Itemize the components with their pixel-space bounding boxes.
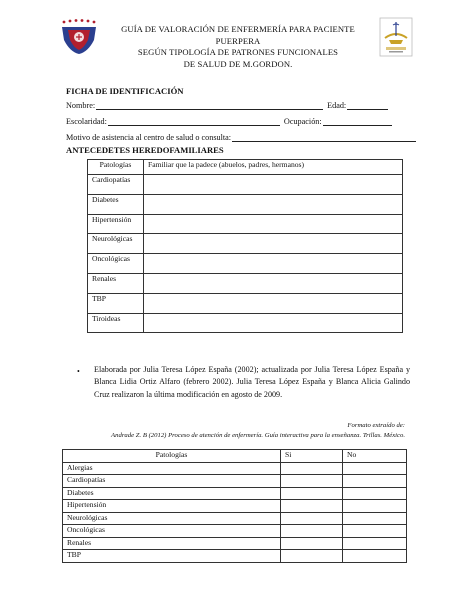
si-cell[interactable] bbox=[281, 462, 343, 475]
table-row bbox=[88, 214, 403, 234]
row-input[interactable] bbox=[144, 273, 403, 293]
title-line-1: GUÍA DE VALORACIÓN DE ENFERMERÍA PARA PACIENTE PUERPERA bbox=[121, 24, 355, 46]
document-title bbox=[110, 24, 366, 70]
table-row bbox=[63, 537, 407, 550]
row-label: Hipertensión bbox=[63, 500, 281, 513]
no-cell[interactable] bbox=[343, 462, 407, 475]
row-label: Cardiopatías bbox=[88, 175, 144, 195]
note-bullet: • bbox=[77, 367, 80, 376]
no-cell[interactable] bbox=[343, 537, 407, 550]
table-row bbox=[63, 512, 407, 525]
si-cell[interactable] bbox=[281, 537, 343, 550]
row-label: TBP bbox=[88, 293, 144, 313]
escolaridad-label: Escolaridad: bbox=[66, 117, 107, 126]
row-input[interactable] bbox=[144, 254, 403, 274]
row-label: Oncológicas bbox=[88, 254, 144, 274]
motivo-label: Motivo de asistencia al centro de salud o consulta: bbox=[66, 133, 232, 142]
col-patologias-header: Patologías bbox=[63, 450, 281, 463]
motivo-field[interactable] bbox=[232, 133, 416, 142]
table-row bbox=[88, 273, 403, 293]
col-no-header: No bbox=[343, 450, 407, 463]
escolaridad-field[interactable] bbox=[108, 117, 280, 126]
table-row bbox=[88, 313, 403, 333]
table-row bbox=[88, 254, 403, 274]
si-cell[interactable] bbox=[281, 525, 343, 538]
row-label: Diabetes bbox=[88, 194, 144, 214]
row-label: Neurológicas bbox=[88, 234, 144, 254]
no-cell[interactable] bbox=[343, 512, 407, 525]
row-input[interactable] bbox=[144, 214, 403, 234]
nombre-field[interactable] bbox=[96, 101, 323, 110]
ocupacion-label: Ocupación: bbox=[283, 117, 322, 126]
no-cell[interactable] bbox=[343, 525, 407, 538]
source-citation: Andrade Z. B (2012) Proceso de atención de enfermería. Guía interactiva para la enseñanza. Trillas. México. bbox=[111, 432, 405, 439]
no-cell[interactable] bbox=[343, 550, 407, 563]
table-row bbox=[88, 293, 403, 313]
row-label: Alergias bbox=[63, 462, 281, 475]
table-row bbox=[88, 175, 403, 195]
table-row bbox=[63, 500, 407, 513]
title-line-3: DE SALUD DE M.GORDON. bbox=[183, 58, 293, 69]
source-label: Formato extraído de: bbox=[347, 422, 405, 429]
antecedentes-table bbox=[87, 159, 403, 333]
si-cell[interactable] bbox=[281, 500, 343, 513]
row-label: Oncológicas bbox=[63, 525, 281, 538]
ficha-heading: FICHA DE IDENTIFICACIÓN bbox=[66, 86, 184, 96]
table-row bbox=[63, 487, 407, 500]
col-patologias-header: Patologías bbox=[88, 160, 144, 175]
edad-label: Edad: bbox=[327, 101, 347, 110]
row-input[interactable] bbox=[144, 234, 403, 254]
si-cell[interactable] bbox=[281, 475, 343, 488]
row-label: Neurológicas bbox=[63, 512, 281, 525]
row-input[interactable] bbox=[144, 194, 403, 214]
col-familiar-header: Familiar que la padece (abuelos, padres, hermanos) bbox=[144, 160, 403, 175]
university-crest-icon bbox=[58, 18, 100, 56]
no-cell[interactable] bbox=[343, 500, 407, 513]
si-cell[interactable] bbox=[281, 512, 343, 525]
row-label: TBP bbox=[63, 550, 281, 563]
table-header-row bbox=[63, 450, 407, 463]
row-label: Tiroideas bbox=[88, 313, 144, 333]
row-label: Renales bbox=[63, 537, 281, 550]
table-row bbox=[63, 525, 407, 538]
patologias-checklist-table bbox=[62, 449, 407, 563]
row-label: Diabetes bbox=[63, 487, 281, 500]
table-row bbox=[63, 462, 407, 475]
nombre-edad-row bbox=[66, 101, 388, 110]
row-label: Renales bbox=[88, 273, 144, 293]
table-row bbox=[63, 550, 407, 563]
col-si-header: Si bbox=[281, 450, 343, 463]
escolaridad-ocupacion-row bbox=[66, 117, 392, 126]
edad-field[interactable] bbox=[347, 101, 388, 110]
ocupacion-field[interactable] bbox=[323, 117, 392, 126]
row-input[interactable] bbox=[144, 293, 403, 313]
no-cell[interactable] bbox=[343, 487, 407, 500]
row-label: Hipertensión bbox=[88, 214, 144, 234]
row-label: Cardiopatías bbox=[63, 475, 281, 488]
table-row bbox=[63, 475, 407, 488]
row-input[interactable] bbox=[144, 175, 403, 195]
no-cell[interactable] bbox=[343, 475, 407, 488]
antecedentes-heading: ANTECEDETES HEREDOFAMILIARES bbox=[66, 145, 224, 155]
motivo-row bbox=[66, 133, 416, 142]
nursing-school-emblem-icon bbox=[377, 16, 415, 58]
title-line-2: SEGÚN TIPOLOGÍA DE PATRONES FUNCIONALES bbox=[137, 47, 339, 57]
authorship-note: Elaborada por Julia Teresa López España (2002); actualizada por Julia Teresa López España y Blanca Lidia Ortiz Alfaro (febrero 2002). Julia Teresa López España y Blanca Alicia Galindo Cruz realizaron la última modificación en agosto de 2009. bbox=[94, 365, 410, 399]
table-header-row bbox=[88, 160, 403, 175]
si-cell[interactable] bbox=[281, 487, 343, 500]
table-row bbox=[88, 194, 403, 214]
row-input[interactable] bbox=[144, 313, 403, 333]
si-cell[interactable] bbox=[281, 550, 343, 563]
nombre-label: Nombre: bbox=[66, 101, 96, 110]
table-row bbox=[88, 234, 403, 254]
